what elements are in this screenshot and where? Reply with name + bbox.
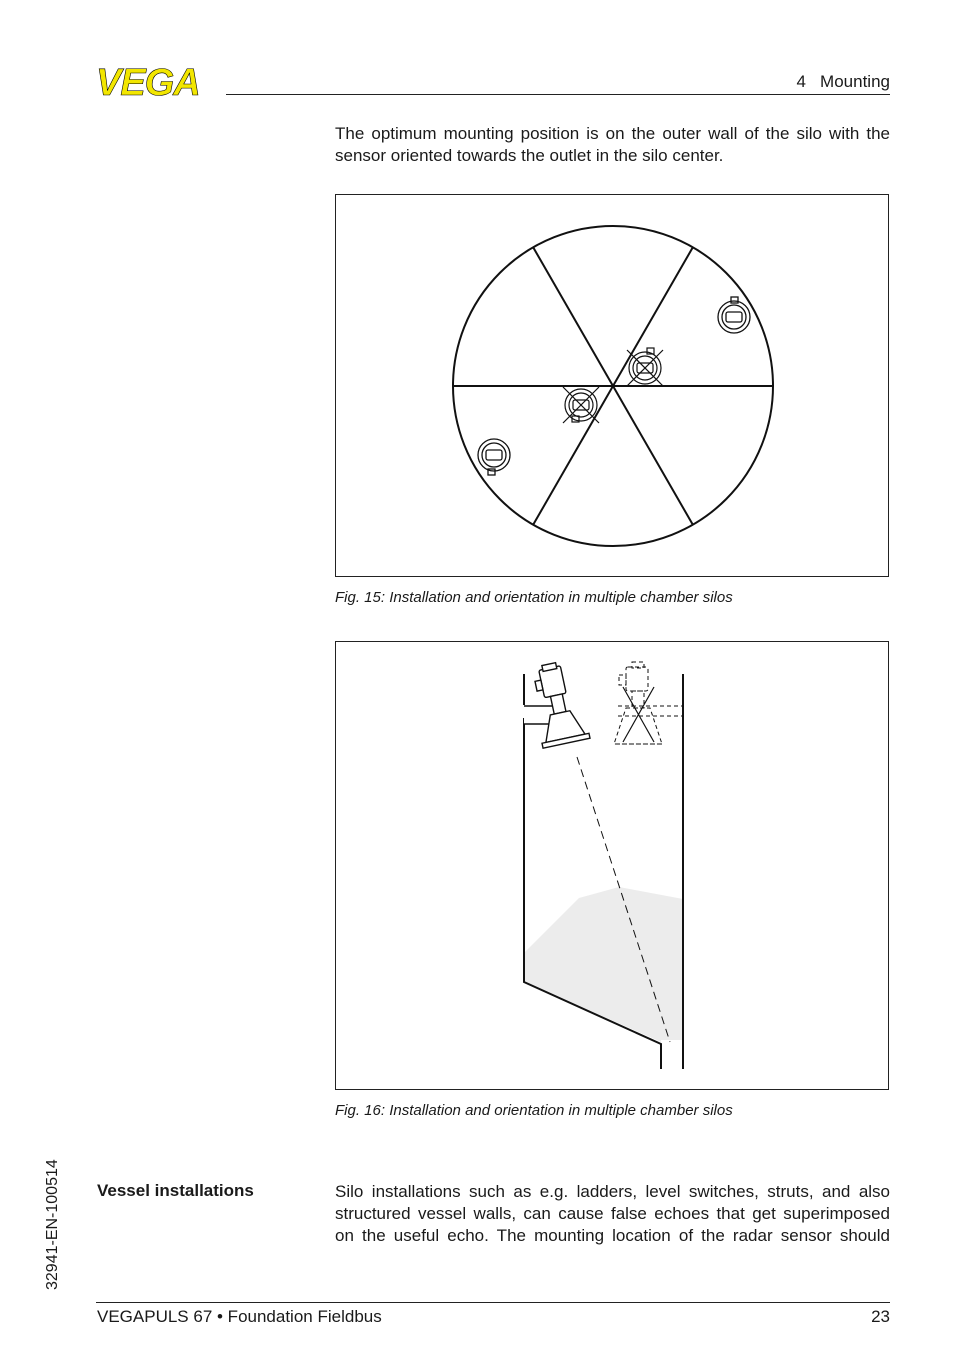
vessel-line: Silo installations such as e.g. ladders, level switches, struts, and also	[335, 1182, 890, 1201]
sensor-icon	[478, 439, 510, 475]
figure-16-drawing	[336, 642, 888, 1089]
wrong-cross	[623, 687, 654, 742]
figure-15-frame	[335, 194, 889, 577]
footer-product: VEGAPULS 67 • Foundation Fieldbus	[97, 1307, 382, 1326]
intro-line: sensor oriented towards the outlet in the silo center.	[335, 146, 724, 165]
vega-logo-text: VEGA	[96, 64, 200, 98]
page-number: 23	[871, 1307, 890, 1326]
section-title: 4 Mounting	[796, 72, 890, 91]
vessel-installations-label: Vessel installations	[97, 1181, 254, 1200]
chamber-divider	[533, 247, 613, 386]
sensor-icon	[718, 297, 750, 333]
footer-rule	[96, 1302, 890, 1303]
document-code: 32941-EN-100514	[44, 1159, 61, 1290]
sensor-wrong-icon	[563, 387, 599, 423]
chamber-divider	[613, 386, 693, 525]
sensor-correct-icon	[526, 659, 590, 748]
intro-paragraph	[335, 123, 890, 167]
vessel-paragraph	[335, 1181, 890, 1247]
vessel-line: structured vessel walls, can cause false echoes that get superimposed	[335, 1204, 890, 1223]
figure-16-caption: Fig. 16: Installation and orientation in multiple chamber silos	[335, 1102, 733, 1119]
header-rule	[226, 94, 890, 95]
figure-16-frame	[335, 641, 889, 1090]
intro-line: The optimum mounting position is on the outer wall of the silo with the	[335, 124, 890, 143]
vega-logo	[96, 64, 220, 98]
figure-15-drawing	[336, 195, 888, 576]
figure-15-caption: Fig. 15: Installation and orientation in multiple chamber silos	[335, 589, 733, 606]
vessel-line: on the useful echo. The mounting location of the radar sensor should	[335, 1226, 890, 1245]
